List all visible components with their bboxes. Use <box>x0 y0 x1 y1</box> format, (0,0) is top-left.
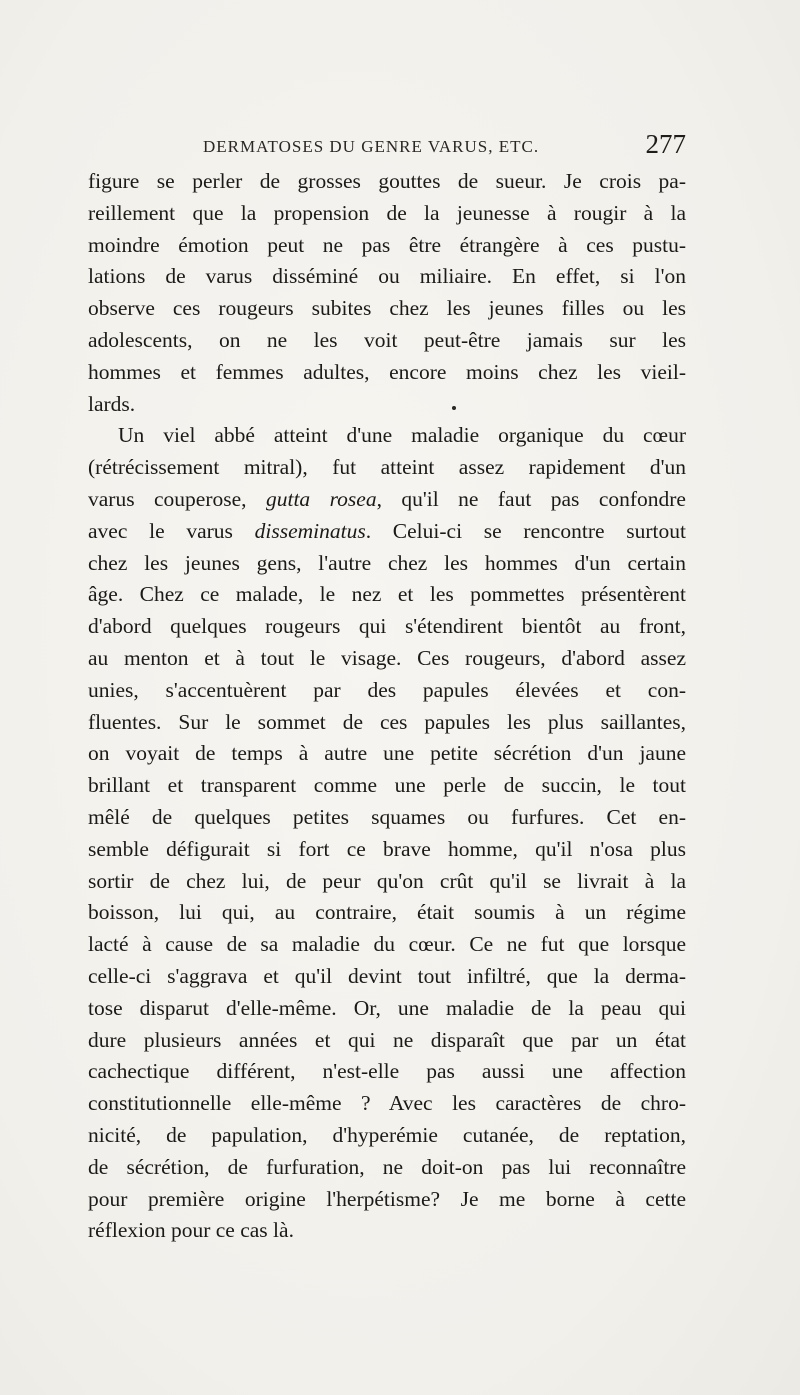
text-line: observe ces rougeurs subites chez les jeunes filles ou les <box>88 296 686 321</box>
text-line: lations de varus disséminé ou miliaire. En effet, si l'on <box>88 264 686 289</box>
text-line: sortir de chez lui, de peur qu'on crût qu'il se livrait à la <box>88 868 686 893</box>
text-line: de sécrétion, de furfuration, ne doit-on pas lui reconnaître <box>88 1154 686 1179</box>
text-line: celle-ci s'aggrava et qu'il devint tout infiltré, que la derma- <box>88 963 686 988</box>
page-header <box>88 129 686 163</box>
text-line-with-italic <box>88 484 686 516</box>
text-run: . Celui-ci se rencontre surtout <box>365 518 686 543</box>
text-line: boisson, lui qui, au contraire, était soumis à un régime <box>88 900 686 925</box>
paragraph-end-line: réflexion pour ce cas là. <box>88 1218 294 1243</box>
text-run: varus couperose, <box>88 486 266 511</box>
text-line: reillement que la propension de la jeunesse à rougir à la <box>88 200 686 225</box>
text-line: au menton et à tout le visage. Ces rougeurs, d'abord assez <box>88 645 686 670</box>
text-line: âge. Chez ce malade, le nez et les pommettes présentèrent <box>88 582 686 607</box>
text-run: avec le varus <box>88 518 255 543</box>
text-line: mêlé de quelques petites squames ou furfures. Cet en- <box>88 804 686 829</box>
text-line: d'abord quelques rougeurs qui s'étendirent bientôt au front, <box>88 614 686 639</box>
text-line: fluentes. Sur le sommet de ces papules les plus saillantes, <box>88 709 686 734</box>
text-line: on voyait de temps à autre une petite sécrétion d'un jaune <box>88 741 686 766</box>
running-title: DERMATOSES DU GENRE VARUS, ETC. <box>203 137 540 156</box>
text-line: constitutionnelle elle-même ? Avec les caractères de chro- <box>88 1091 686 1116</box>
text-line: hommes et femmes adultes, encore moins chez les vieil- <box>88 359 686 384</box>
paragraph-start-line: Un viel abbé atteint d'une maladie organique du cœur <box>118 423 686 448</box>
text-line: figure se perler de grosses gouttes de sueur. Je crois pa- <box>88 169 686 193</box>
paragraph-end-line: lards. <box>88 391 136 416</box>
text-line: cachectique différent, n'est-elle pas aussi une affection <box>88 1059 686 1084</box>
text-line: dure plusieurs années et qui ne disparaît que par un état <box>88 1027 686 1052</box>
page-number: 277 <box>645 129 686 159</box>
italic-term: disseminatus <box>254 518 366 543</box>
text-line: adolescents, on ne les voit peut-être jamais sur les <box>88 327 686 352</box>
text-line: semble défigurait si fort ce brave homme, qu'il n'osa plus <box>88 836 686 861</box>
text-line: lacté à cause de sa maladie du cœur. Ce ne fut que lorsque <box>88 932 686 957</box>
body-text <box>88 166 686 1247</box>
text-line: moindre émotion peut ne pas être étrangère à ces pustu- <box>88 232 686 257</box>
text-run: , qu'il ne faut pas confondre <box>376 486 686 511</box>
text-line: nicité, de papulation, d'hyperémie cutanée, de reptation, <box>88 1122 686 1147</box>
text-line-with-italic <box>88 516 686 548</box>
text-line: chez les jeunes gens, l'autre chez les hommes d'un certain <box>88 550 686 575</box>
text-line: unies, s'accentuèrent par des papules élevées et con- <box>88 677 686 702</box>
text-line: (rétrécissement mitral), fut atteint assez rapidement d'un <box>88 455 686 480</box>
text-line: pour première origine l'herpétisme? Je me borne à cette <box>88 1186 686 1211</box>
text-line: brillant et transparent comme une perle de succin, le tout <box>88 773 686 798</box>
text-line: tose disparut d'elle-même. Or, une maladie de la peau qui <box>88 995 686 1020</box>
italic-term: gutta rosea <box>265 486 377 511</box>
